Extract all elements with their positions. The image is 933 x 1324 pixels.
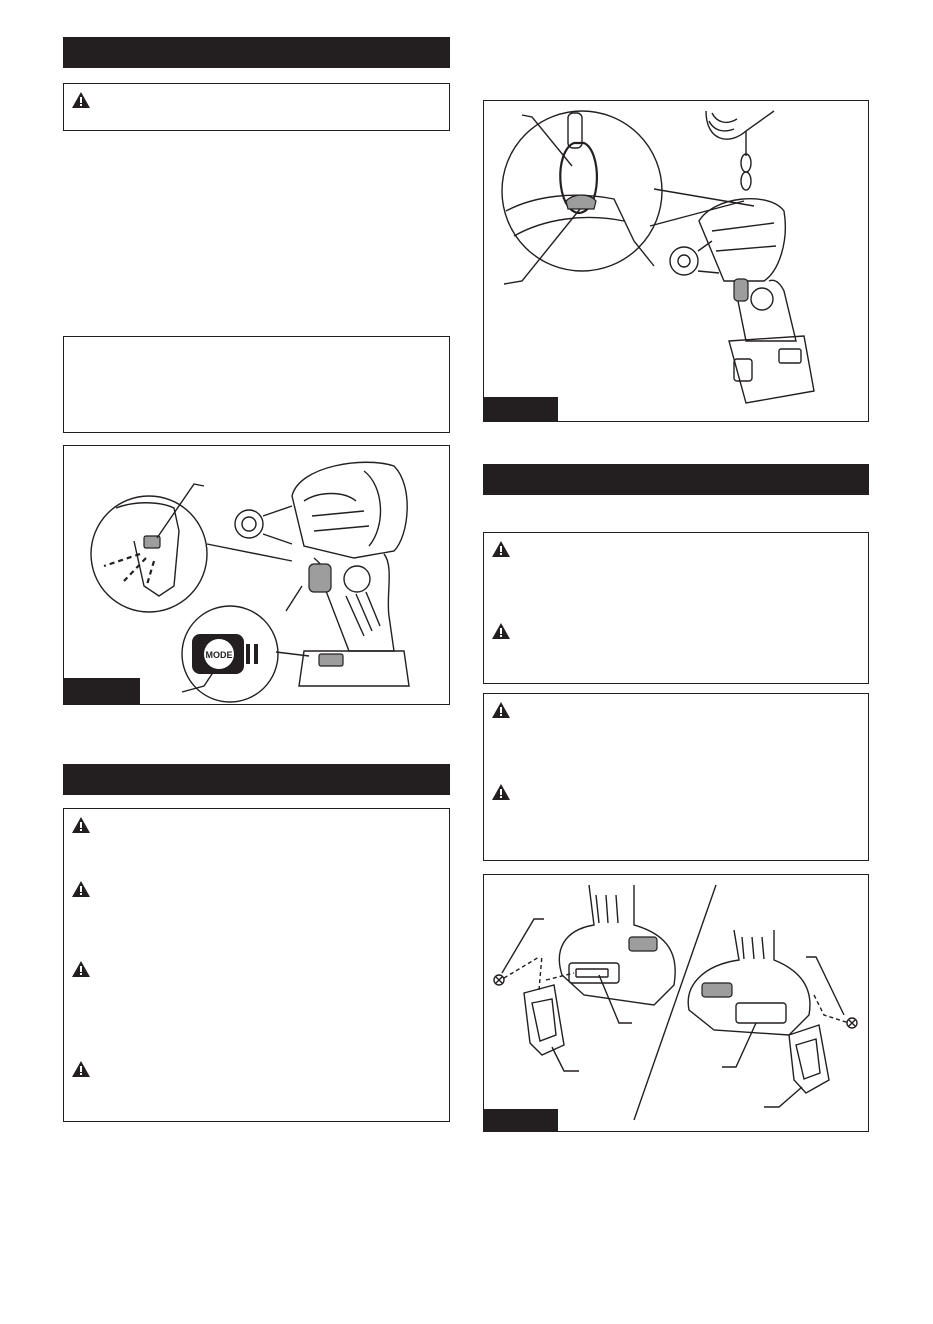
- note-box-left: [63, 336, 450, 433]
- illustration-impact-driver-mode: [64, 446, 449, 704]
- warning-box-left-bottom: [63, 808, 450, 1122]
- warning-triangle-icon: [492, 702, 510, 718]
- figure-label-tab: [484, 1109, 558, 1131]
- warning-triangle-icon: [72, 881, 90, 897]
- section-header-bar-left-bottom: [63, 764, 450, 795]
- warning-triangle-icon: [72, 961, 90, 977]
- figure-mode-button: [63, 445, 450, 705]
- warning-triangle-icon: [492, 623, 510, 639]
- warning-box-right-2: [483, 693, 869, 861]
- warning-triangle-icon: [72, 1061, 90, 1077]
- illustration-hook-installation: [484, 875, 868, 1131]
- illustration-lanyard-attachment: [484, 101, 868, 421]
- figure-label-tab: [64, 678, 140, 704]
- figure-label-tab: [484, 397, 558, 421]
- warning-triangle-icon: [492, 541, 510, 557]
- warning-triangle-icon: [492, 784, 510, 800]
- mode-button-label: MODE: [205, 650, 233, 660]
- caution-box-left-top: [63, 83, 450, 131]
- figure-lanyard: [483, 100, 869, 422]
- figure-hook-install: [483, 874, 869, 1132]
- section-header-bar-right: [483, 464, 869, 495]
- warning-triangle-icon: [72, 92, 90, 108]
- warning-box-right-1: [483, 532, 869, 684]
- section-header-bar-left-top: [63, 37, 450, 68]
- warning-triangle-icon: [72, 817, 90, 833]
